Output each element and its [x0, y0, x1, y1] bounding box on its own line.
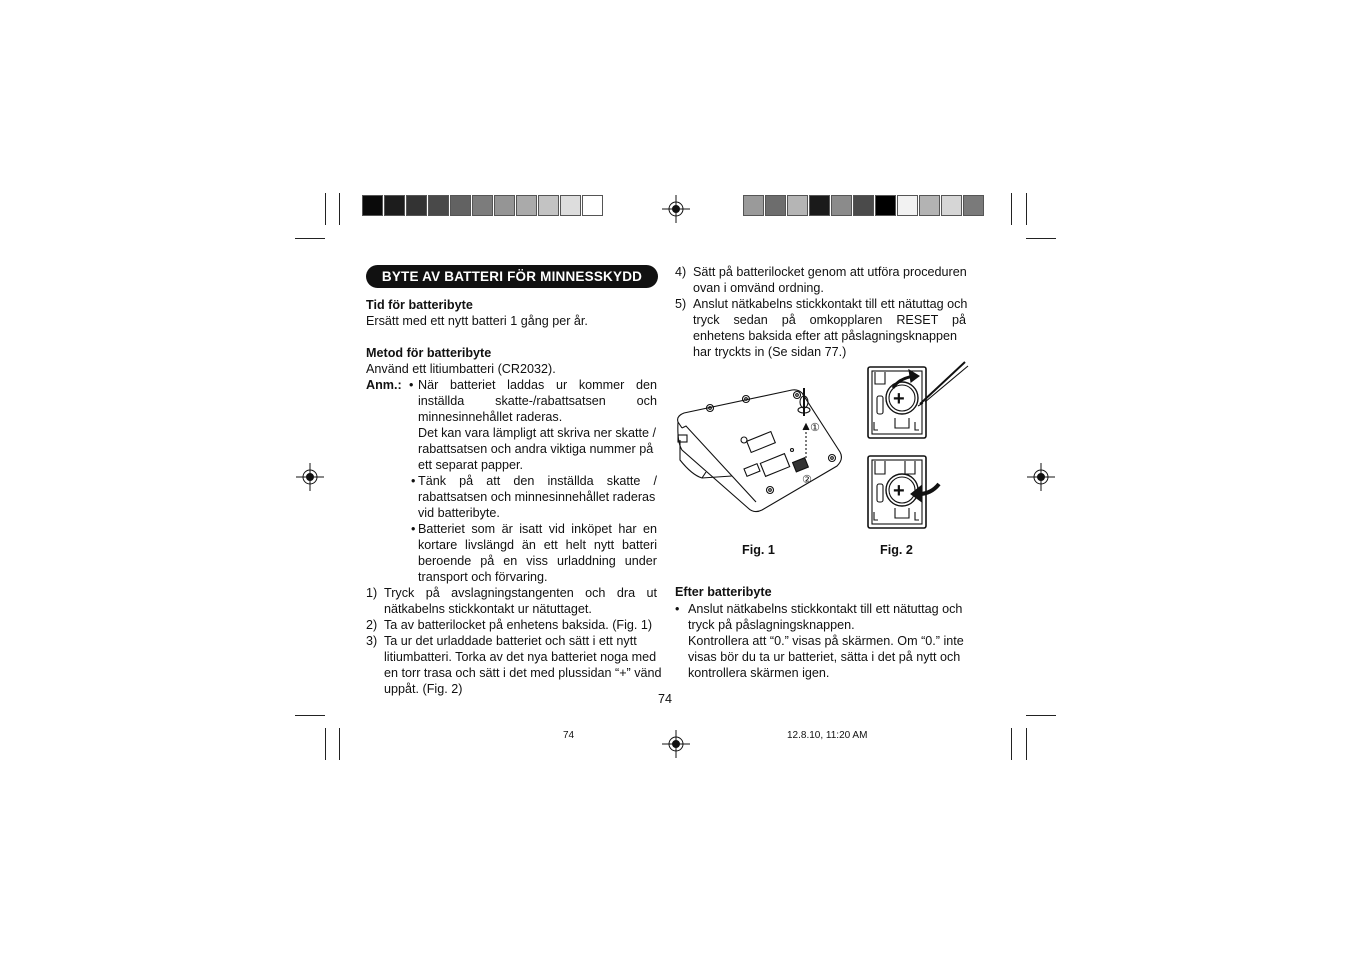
step-4-line-2: ovan i omvänd ordning. [693, 281, 824, 295]
color-bar-left-swatch [560, 195, 581, 216]
footer-page: 74 [563, 730, 575, 741]
step-5-line-3: enhetens baksida efter att påslagningsknappen [693, 329, 957, 343]
note-2-line-3: vid batteribyte. [418, 506, 500, 520]
figure-2-caption: Fig. 2 [880, 543, 913, 557]
step-3-line-4: uppåt. (Fig. 2) [384, 682, 463, 696]
color-bar-right-swatch [809, 195, 830, 216]
registration-target-bottom [662, 730, 690, 758]
step-1-number: 1) [366, 586, 378, 600]
step-2-number: 2) [366, 618, 378, 632]
step-5-line-2: tryck sedan på omkopplaren RESET på [693, 313, 966, 327]
step-5-line-4: har tryckts in (Se sidan 77.) [693, 345, 847, 359]
note-1-line-5: rabattsatsen och andra viktiga nummer på [418, 442, 654, 456]
figure-1-calculator-underside [672, 380, 852, 516]
note-bullet-2: • [411, 474, 416, 488]
after-line-3: Kontrollera att “0.” visas på skärmen. Om “0.” inte [688, 634, 964, 648]
color-bar-left-swatch [516, 195, 537, 216]
note-label: Anm.: [366, 378, 402, 392]
subheading-after-battery: Efter batteribyte [675, 585, 772, 599]
figure-1-marker-2: ② [802, 473, 812, 486]
registration-target-left [296, 463, 324, 491]
step-5-line-1: Anslut nätkabelns stickkontakt till ett nätuttag och [693, 297, 968, 311]
note-3-line-4: transport och förvaring. [418, 570, 548, 584]
color-bar-right-swatch [919, 195, 940, 216]
after-line-1: Anslut nätkabelns stickkontakt till ett nätuttag och [688, 602, 963, 616]
battery-method-text: Använd ett litiumbatteri (CR2032). [366, 362, 556, 376]
page-number: 74 [658, 692, 673, 706]
step-1-line-2: nätkabelns stickkontakt ur nätuttaget. [384, 602, 592, 616]
color-bar-right-swatch [743, 195, 764, 216]
color-bar-left-swatch [450, 195, 471, 216]
step-3-number: 3) [366, 634, 378, 648]
color-bar-right-swatch [897, 195, 918, 216]
step-3-line-3: en torr trasa och sätt i det med plussidan “+” vänd [384, 666, 662, 680]
note-bullet-1: • [409, 378, 414, 392]
after-line-2: tryck på påslagningsknappen. [688, 618, 855, 632]
step-2-line-1: Ta av batterilocket på enhetens baksida. (Fig. 1) [384, 618, 653, 632]
color-bar-left-swatch [384, 195, 405, 216]
note-2-line-2: rabattsatsen och minnesinnehållet raderas [418, 490, 656, 504]
color-bar-right-swatch [787, 195, 808, 216]
color-bar-right-swatch [875, 195, 896, 216]
figure-1-caption: Fig. 1 [742, 543, 775, 557]
step-1-line-1: Tryck på avslagningstangenten och dra ut [384, 586, 657, 600]
step-4-number: 4) [675, 265, 687, 279]
color-bar-right-swatch [853, 195, 874, 216]
note-1-line-1: När batteriet laddas ur kommer den [418, 378, 657, 392]
color-bar-left-swatch [472, 195, 493, 216]
figure-2-plus-top: + [893, 388, 905, 410]
note-bullet-3: • [411, 522, 416, 536]
note-3-line-1: Batteriet som är isatt vid inköpet har en [418, 522, 657, 536]
color-bar-right-swatch [963, 195, 984, 216]
color-bar-right-swatch [941, 195, 962, 216]
registration-target-right [1027, 463, 1055, 491]
step-3-line-2: litiumbatteri. Torka av det nya batteriet noga med [384, 650, 657, 664]
color-bar-left-swatch [428, 195, 449, 216]
footer-timestamp: 12.8.10, 11:20 AM [787, 730, 868, 741]
battery-time-text: Ersätt med ett nytt batteri 1 gång per år. [366, 314, 588, 328]
step-4-line-1: Sätt på batterilocket genom att utföra proceduren [693, 265, 967, 279]
figure-2-battery-removal [865, 358, 969, 442]
section-heading: BYTE AV BATTERI FÖR MINNESSKYDD [366, 265, 658, 288]
note-1-line-3: minnesinnehållet raderas. [418, 410, 563, 424]
color-bar-right-swatch [831, 195, 852, 216]
figure-1-marker-1: ① [810, 421, 820, 434]
color-bar-left-swatch [538, 195, 559, 216]
note-3-line-3: beroende på en viss urladdning under [418, 554, 657, 568]
color-bar-left-swatch [406, 195, 427, 216]
color-bar-left-swatch [494, 195, 515, 216]
color-bar-right-swatch [765, 195, 786, 216]
after-line-5: kontrollera skärmen igen. [688, 666, 830, 680]
after-line-4: visas bör du ta ur batteriet, sätta i det på nytt och [688, 650, 961, 664]
note-1-line-4: Det kan vara lämpligt att skriva ner skatte / [418, 426, 656, 440]
after-bullet: • [675, 602, 680, 616]
step-3-line-1: Ta ur det urladdade batteriet och sätt i ett nytt [384, 634, 637, 648]
registration-target-top [662, 195, 690, 223]
step-5-number: 5) [675, 297, 687, 311]
color-bar-left-swatch [362, 195, 383, 216]
note-3-line-2: kortare livslängd än ett helt nytt batteri [418, 538, 657, 552]
color-bar-left-swatch [582, 195, 603, 216]
subheading-battery-method: Metod för batteribyte [366, 346, 492, 360]
note-2-line-1: Tänk på att den inställda skatte / [418, 474, 657, 488]
note-1-line-2: inställda skatte-/rabattsatsen och [418, 394, 657, 408]
note-1-line-6: ett separat papper. [418, 458, 524, 472]
subheading-battery-time: Tid för batteribyte [366, 298, 473, 312]
figure-2-plus-bottom: + [893, 480, 905, 502]
figure-2-battery-insertion [865, 452, 969, 532]
